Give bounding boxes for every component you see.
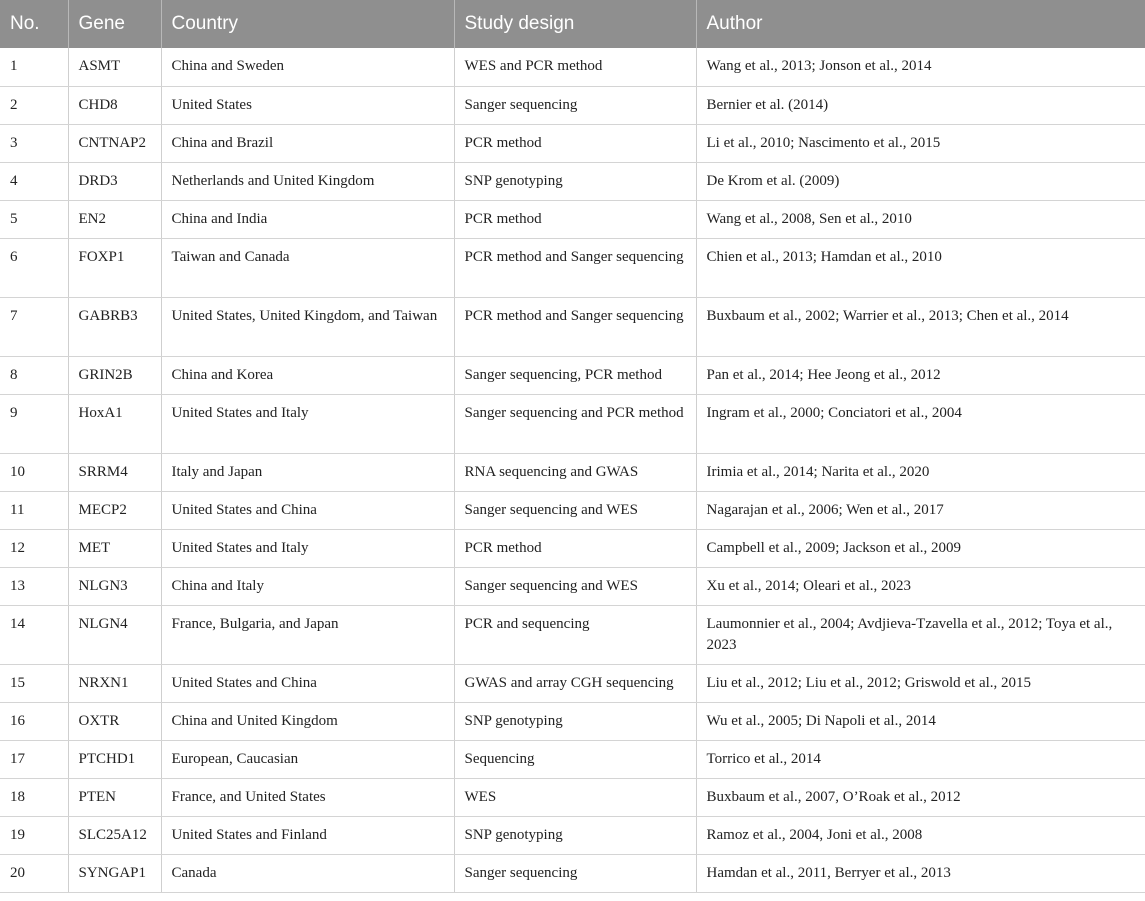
cell-author: Li et al., 2010; Nascimento et al., 2015 (696, 124, 1145, 162)
cell-design: Sanger sequencing and WES (454, 491, 696, 529)
cell-author: Pan et al., 2014; Hee Jeong et al., 2012 (696, 356, 1145, 394)
cell-author: Nagarajan et al., 2006; Wen et al., 2017 (696, 491, 1145, 529)
table-row (0, 394, 1145, 453)
cell-design: PCR method and Sanger sequencing (454, 238, 696, 297)
table-row (0, 529, 1145, 567)
cell-country: United States, United Kingdom, and Taiwan (161, 297, 454, 356)
cell-no: 18 (0, 778, 68, 816)
cell-country: China and Italy (161, 567, 454, 605)
cell-design: WES and PCR method (454, 48, 696, 86)
table-row (0, 816, 1145, 854)
cell-country: Netherlands and United Kingdom (161, 162, 454, 200)
cell-no: 19 (0, 816, 68, 854)
cell-design: WES (454, 778, 696, 816)
cell-design: Sanger sequencing and WES (454, 567, 696, 605)
cell-design: RNA sequencing and GWAS (454, 453, 696, 491)
cell-design: PCR and sequencing (454, 605, 696, 664)
cell-gene: HoxA1 (68, 394, 161, 453)
cell-design: GWAS and array CGH sequencing (454, 664, 696, 702)
table-row (0, 356, 1145, 394)
cell-author: Xu et al., 2014; Oleari et al., 2023 (696, 567, 1145, 605)
table-row (0, 664, 1145, 702)
cell-gene: CNTNAP2 (68, 124, 161, 162)
cell-author: Ramoz et al., 2004, Joni et al., 2008 (696, 816, 1145, 854)
table-row (0, 48, 1145, 86)
cell-author: Chien et al., 2013; Hamdan et al., 2010 (696, 238, 1145, 297)
cell-no: 20 (0, 854, 68, 892)
cell-country: China and India (161, 200, 454, 238)
cell-author: Torrico et al., 2014 (696, 740, 1145, 778)
cell-gene: OXTR (68, 702, 161, 740)
cell-no: 10 (0, 453, 68, 491)
cell-country: Canada (161, 854, 454, 892)
cell-country: France, and United States (161, 778, 454, 816)
cell-gene: FOXP1 (68, 238, 161, 297)
cell-no: 16 (0, 702, 68, 740)
cell-country: China and Sweden (161, 48, 454, 86)
cell-design: PCR method and Sanger sequencing (454, 297, 696, 356)
table-row (0, 702, 1145, 740)
cell-gene: PTCHD1 (68, 740, 161, 778)
cell-country: United States (161, 86, 454, 124)
cell-design: Sanger sequencing (454, 854, 696, 892)
cell-gene: SRRM4 (68, 453, 161, 491)
cell-author: Wu et al., 2005; Di Napoli et al., 2014 (696, 702, 1145, 740)
cell-country: United States and China (161, 491, 454, 529)
cell-design: SNP genotyping (454, 162, 696, 200)
cell-country: United States and China (161, 664, 454, 702)
cell-gene: GABRB3 (68, 297, 161, 356)
table-row (0, 854, 1145, 892)
cell-gene: DRD3 (68, 162, 161, 200)
cell-no: 9 (0, 394, 68, 453)
cell-author: Campbell et al., 2009; Jackson et al., 2009 (696, 529, 1145, 567)
table-row (0, 162, 1145, 200)
cell-no: 4 (0, 162, 68, 200)
cell-author: De Krom et al. (2009) (696, 162, 1145, 200)
cell-gene: NLGN4 (68, 605, 161, 664)
table-row (0, 567, 1145, 605)
cell-author: Wang et al., 2008, Sen et al., 2010 (696, 200, 1145, 238)
cell-design: SNP genotyping (454, 702, 696, 740)
cell-gene: SLC25A12 (68, 816, 161, 854)
cell-country: France, Bulgaria, and Japan (161, 605, 454, 664)
cell-author: Hamdan et al., 2011, Berryer et al., 2013 (696, 854, 1145, 892)
header-row (0, 0, 1145, 48)
cell-author: Ingram et al., 2000; Conciatori et al., 2004 (696, 394, 1145, 453)
header-country: Country (161, 0, 454, 48)
table-row (0, 778, 1145, 816)
header-no: No. (10, 13, 40, 34)
cell-gene: CHD8 (68, 86, 161, 124)
cell-country: European, Caucasian (161, 740, 454, 778)
cell-country: Italy and Japan (161, 453, 454, 491)
header-author: Author (696, 0, 1145, 48)
cell-design: SNP genotyping (454, 816, 696, 854)
cell-author: Buxbaum et al., 2002; Warrier et al., 2013; Chen et al., 2014 (696, 297, 1145, 356)
cell-design: Sanger sequencing (454, 86, 696, 124)
table-row (0, 124, 1145, 162)
cell-gene: SYNGAP1 (68, 854, 161, 892)
cell-no: 2 (0, 86, 68, 124)
cell-author: Irimia et al., 2014; Narita et al., 2020 (696, 453, 1145, 491)
cell-author: Liu et al., 2012; Liu et al., 2012; Griswold et al., 2015 (696, 664, 1145, 702)
cell-country: Taiwan and Canada (161, 238, 454, 297)
cell-no: 7 (0, 297, 68, 356)
cell-no: 12 (0, 529, 68, 567)
cell-no: 14 (0, 605, 68, 664)
cell-design: Sanger sequencing and PCR method (454, 394, 696, 453)
cell-gene: MET (68, 529, 161, 567)
cell-author: Laumonnier et al., 2004; Avdjieva-Tzavella et al., 2012; Toya et al., 2023 (696, 605, 1145, 664)
table-row (0, 453, 1145, 491)
table-row (0, 605, 1145, 664)
header-study-design: Study design (454, 0, 696, 48)
cell-no: 13 (0, 567, 68, 605)
cell-gene: MECP2 (68, 491, 161, 529)
cell-author: Buxbaum et al., 2007, O’Roak et al., 2012 (696, 778, 1145, 816)
cell-gene: GRIN2B (68, 356, 161, 394)
table-row (0, 491, 1145, 529)
cell-no: 11 (0, 491, 68, 529)
cell-country: United States and Italy (161, 394, 454, 453)
cell-country: China and United Kingdom (161, 702, 454, 740)
cell-gene: ASMT (68, 48, 161, 86)
cell-no: 3 (0, 124, 68, 162)
cell-no: 1 (0, 48, 68, 86)
cell-gene: NLGN3 (68, 567, 161, 605)
cell-design: PCR method (454, 200, 696, 238)
cell-design: Sequencing (454, 740, 696, 778)
cell-gene: NRXN1 (68, 664, 161, 702)
table-row (0, 200, 1145, 238)
cell-country: China and Korea (161, 356, 454, 394)
cell-no: 17 (0, 740, 68, 778)
cell-no: 15 (0, 664, 68, 702)
cell-gene: PTEN (68, 778, 161, 816)
cell-design: Sanger sequencing, PCR method (454, 356, 696, 394)
cell-no: 8 (0, 356, 68, 394)
cell-no: 6 (0, 238, 68, 297)
table-row (0, 86, 1145, 124)
cell-author: Bernier et al. (2014) (696, 86, 1145, 124)
cell-country: China and Brazil (161, 124, 454, 162)
table-row (0, 238, 1145, 297)
cell-country: United States and Finland (161, 816, 454, 854)
table-row (0, 740, 1145, 778)
cell-author: Wang et al., 2013; Jonson et al., 2014 (696, 48, 1145, 86)
cell-gene: EN2 (68, 200, 161, 238)
header-gene: Gene (68, 0, 161, 48)
table-row (0, 297, 1145, 356)
cell-design: PCR method (454, 529, 696, 567)
cell-no: 5 (0, 200, 68, 238)
cell-country: United States and Italy (161, 529, 454, 567)
cell-design: PCR method (454, 124, 696, 162)
